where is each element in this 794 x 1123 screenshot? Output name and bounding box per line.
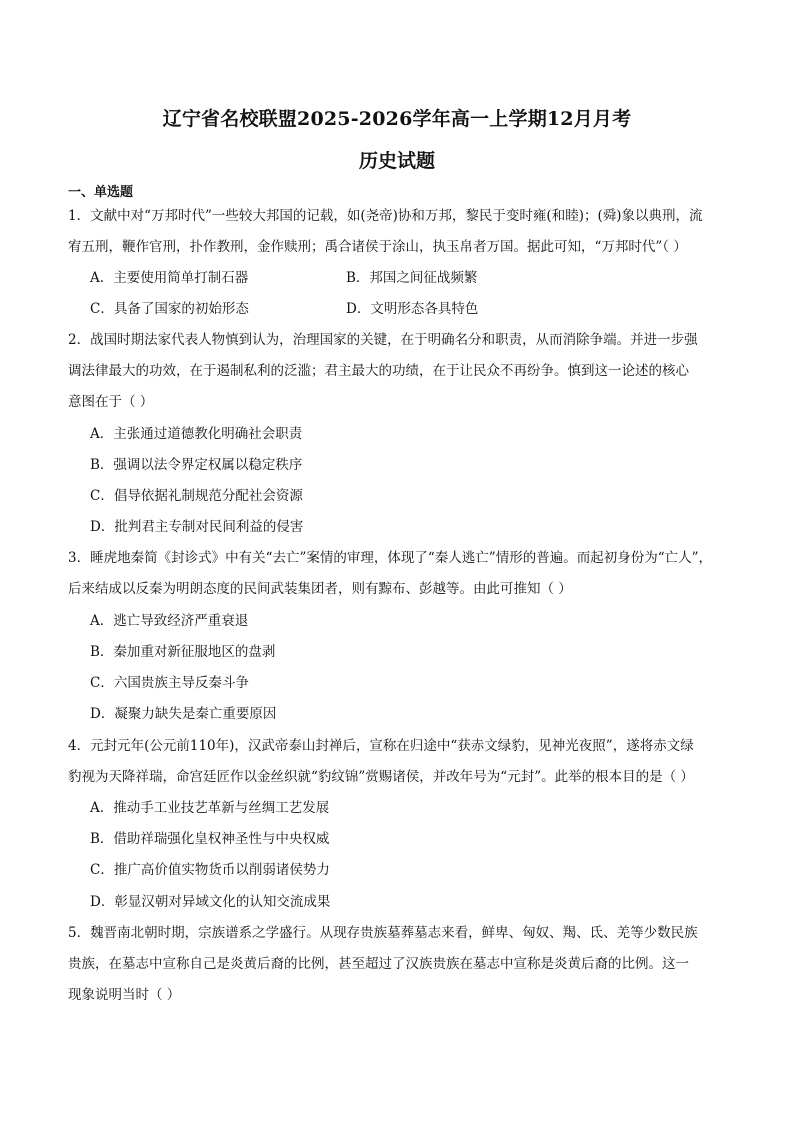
section-heading: 一、单选题	[68, 185, 134, 200]
question-stem-line: 4．元封元年(公元前110年)，汉武帝泰山封禅后，宣称在归途中“获赤文绿豹，见神光夜照”，遂将赤文绿	[68, 738, 694, 754]
question-stem-line: 贵族，在墓志中宣称自己是炎黄后裔的比例，甚至超过了汉族贵族在墓志中宣称是炎黄后裔的比例。这一	[68, 956, 689, 972]
question-stem-line: 意图在于（ ）	[68, 394, 154, 410]
question-stem-line: 1．文献中对“万邦时代”一些较大邦国的记载，如(尧帝)协和万邦，黎民于变时雍(和睦)；(舜)象以典刑，流	[68, 208, 703, 224]
exam-title: 辽宁省名校联盟2025-2026学年高一上学期12月月考	[162, 108, 632, 130]
question-stem-line: 豹视为天降祥瑞，命宫廷匠作以金丝织就“豹纹锦”赏赐诸侯，并改年号为“元封”。此举的根本目的是（ ）	[68, 769, 694, 785]
question-stem-line: 现象说明当时（ ）	[68, 987, 181, 1003]
option-d: D．彰显汉朝对异域文化的认知交流成果	[90, 894, 331, 910]
question-stem-line: 3．睡虎地秦简《封诊式》中有关“去亡”案情的审理，体现了“秦人逃亡”情形的普遍。而起初身份为“亡人”，	[68, 550, 712, 566]
option-c: C．倡导依据礼制规范分配社会资源	[90, 488, 303, 504]
option-a: A．主要使用简单打制石器	[90, 270, 249, 286]
question-stem-line: 调法律最大的功效，在于遏制私利的泛滥；君主最大的功绩，在于让民众不再纷争。慎到这一论述的核心	[68, 363, 689, 379]
question-stem-line: 2．战国时期法家代表人物慎到认为，治理国家的关键，在于明确名分和职责，从而消除争端。并进一步强	[68, 332, 698, 348]
option-c: C．推广高价值实物货币以削弱诸侯势力	[90, 862, 330, 878]
option-a: A．逃亡导致经济严重衰退	[90, 613, 249, 629]
option-b: B．强调以法令界定权属以稳定秩序	[90, 457, 303, 473]
option-a: A．推动手工业技艺革新与丝绸工艺发展	[90, 800, 330, 816]
option-d: D．文明形态各具特色	[346, 301, 479, 317]
question-stem-line: 后来结成以反秦为明朗态度的民间武装集团者，则有黥布、彭越等。由此可推知（ ）	[68, 581, 572, 597]
option-d: D．批判君主专制对民间利益的侵害	[90, 519, 304, 535]
exam-subtitle: 历史试题	[358, 150, 435, 172]
question-stem-line: 宥五刑，鞭作官刑，扑作教刑，金作赎刑；禹合诸侯于涂山，执玉帛者万国。据此可知，“万邦时代”（ ）	[68, 239, 687, 255]
option-b: B．秦加重对新征服地区的盘剥	[90, 644, 276, 660]
option-c: C．六国贵族主导反秦斗争	[90, 675, 249, 691]
option-b: B．邦国之间征战频繁	[346, 270, 478, 286]
option-b: B．借助祥瑞强化皇权神圣性与中央权威	[90, 831, 330, 847]
question-stem-line: 5．魏晋南北朝时期，宗族谱系之学盛行。从现存贵族墓葬墓志来看，鲜卑、匈奴、羯、氐、羌等少数民族	[68, 925, 698, 941]
option-a: A．主张通过道德教化明确社会职责	[90, 426, 303, 442]
option-c: C．具备了国家的初始形态	[90, 301, 249, 317]
option-d: D．凝聚力缺失是秦亡重要原因	[90, 706, 277, 722]
